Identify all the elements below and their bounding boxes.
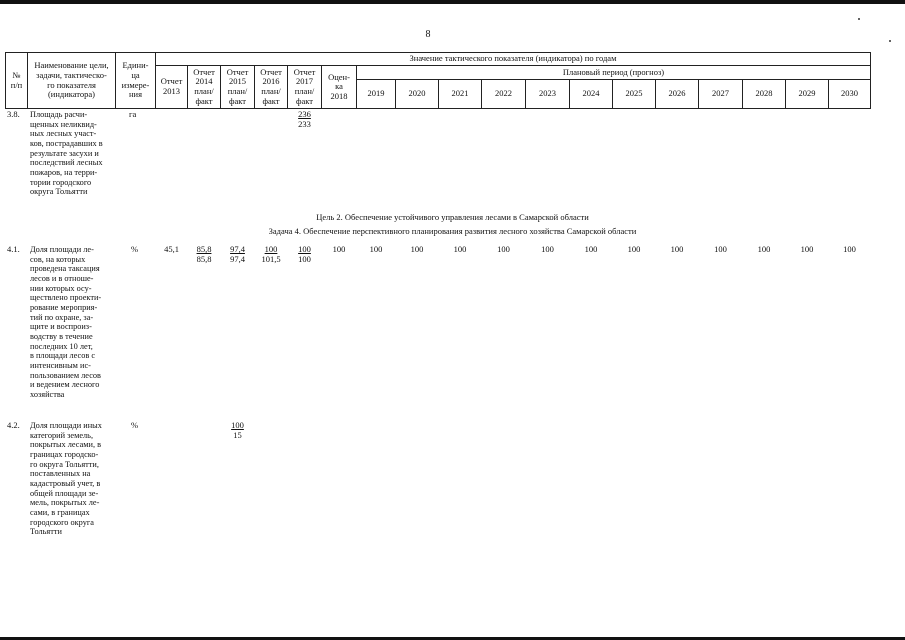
- header-year-2025: 2025: [612, 79, 656, 109]
- header-planned-period: Плановый период (прогноз): [356, 65, 871, 80]
- header-year-2019: 2019: [356, 79, 396, 109]
- row-3-8-unit: га: [129, 109, 137, 119]
- row-4-1-2014-plan: 85,8: [196, 244, 212, 254]
- row-4-2-2015-plan: 100: [231, 420, 244, 430]
- row-4-1-2025: 100: [627, 244, 641, 254]
- header-name: Наименование цели, задачи, тактическо- го показателя (индикатора): [27, 52, 116, 109]
- row-4-1-2027: 100: [714, 244, 727, 254]
- header-year-2020: 2020: [395, 79, 439, 109]
- header-year-2021: 2021: [438, 79, 482, 109]
- header-year-2028: 2028: [742, 79, 786, 109]
- task-4-heading: Задача 4. Обеспечение перспективного планирования развития лесного хозяйства Самарской области: [268, 226, 637, 236]
- header-unit: Едини- ца измере- ния: [115, 52, 156, 109]
- header-report-2015: Отчет 2015 план/ факт: [220, 65, 255, 109]
- row-4-1-2013: 45,1: [164, 244, 179, 254]
- page-number: 8: [425, 29, 431, 40]
- header-year-2029: 2029: [785, 79, 829, 109]
- row-4-1-2016-fact: 101,5: [261, 254, 281, 264]
- scan-speck: [889, 40, 891, 42]
- page-top-border: [0, 0, 905, 4]
- header-report-2013: Отчет 2013: [155, 65, 188, 109]
- row-3-8-name: Площадь расчи- щенных неликвид- ных лесных участ- ков, пострадавших в результате засухи и последствий лесных пожаров, на терри- тории городского округа Тольятти: [30, 110, 103, 197]
- row-4-1-2019: 100: [369, 244, 383, 254]
- row-4-1-2026: 100: [670, 244, 684, 254]
- header-year-2022: 2022: [481, 79, 526, 109]
- row-3-8-number: 3.8.: [7, 109, 20, 119]
- row-4-2-2015-fact: 15: [233, 430, 242, 440]
- row-4-2-unit: %: [131, 420, 139, 430]
- header-year-2024: 2024: [569, 79, 613, 109]
- row-4-2-number: 4.2.: [7, 420, 20, 430]
- header-report-2016: Отчет 2016 план/ факт: [254, 65, 288, 109]
- row-4-1-2017-fact: 100: [298, 254, 311, 264]
- row-4-1-2016-plan: 100: [264, 244, 278, 254]
- header-values-by-year: Значение тактического показателя (индикатора) по годам: [155, 52, 871, 66]
- row-4-1-2024: 100: [584, 244, 598, 254]
- row-4-1-2029: 100: [800, 244, 814, 254]
- row-3-8-2017-fact: 233: [298, 119, 311, 129]
- row-4-1-2020: 100: [410, 244, 424, 254]
- row-4-1-unit: %: [131, 244, 139, 254]
- header-no: № п/п: [5, 52, 28, 109]
- row-4-1-2014-fact: 85,8: [196, 254, 212, 264]
- header-report-2014: Отчет 2014 план/ факт: [187, 65, 221, 109]
- row-3-8-2017-plan: 236: [298, 109, 311, 119]
- scan-speck: [858, 18, 860, 20]
- row-4-1-2018: 100: [332, 244, 346, 254]
- row-4-1-2015-plan: 97,4: [230, 244, 245, 254]
- row-4-1-2022: 100: [497, 244, 510, 254]
- row-4-1-name: Доля площади ле- сов, на которых проведена таксация лесов и в отноше- нии которых осу- ществлено проекти- рование мероприя- тий по охране, за- щите и воспроиз- водству в течение последних 10 лет, в площади лесов с интенсивным ис- пользованием лесов и ведением лесного хозяйства: [30, 245, 102, 399]
- header-report-2017: Отчет 2017 план/ факт: [287, 65, 322, 109]
- row-4-1-2028: 100: [757, 244, 771, 254]
- row-4-1-2030: 100: [843, 244, 856, 254]
- row-4-2-name: Доля площади иных категорий земель, покрытых лесами, в границах городско- го округа Тольятти, поставленных на кадастровый учет, в общей площади зе- мель, покрытых ле- сами, в границах городского округа Тольятти: [30, 421, 102, 537]
- header-year-2023: 2023: [525, 79, 570, 109]
- header-year-2026: 2026: [655, 79, 699, 109]
- header-year-2027: 2027: [698, 79, 743, 109]
- row-4-1-2021: 100: [453, 244, 467, 254]
- row-4-1-2023: 100: [541, 244, 554, 254]
- goal-2-heading: Цель 2. Обеспечение устойчивого управления лесами в Самарской области: [316, 212, 589, 222]
- row-4-1-number: 4.1.: [7, 244, 20, 254]
- header-estimate-2018: Оцен- ка 2018: [321, 65, 357, 109]
- row-4-1-2015-fact: 97,4: [230, 254, 245, 264]
- row-4-1-2017-plan: 100: [298, 244, 311, 254]
- header-year-2030: 2030: [828, 79, 871, 109]
